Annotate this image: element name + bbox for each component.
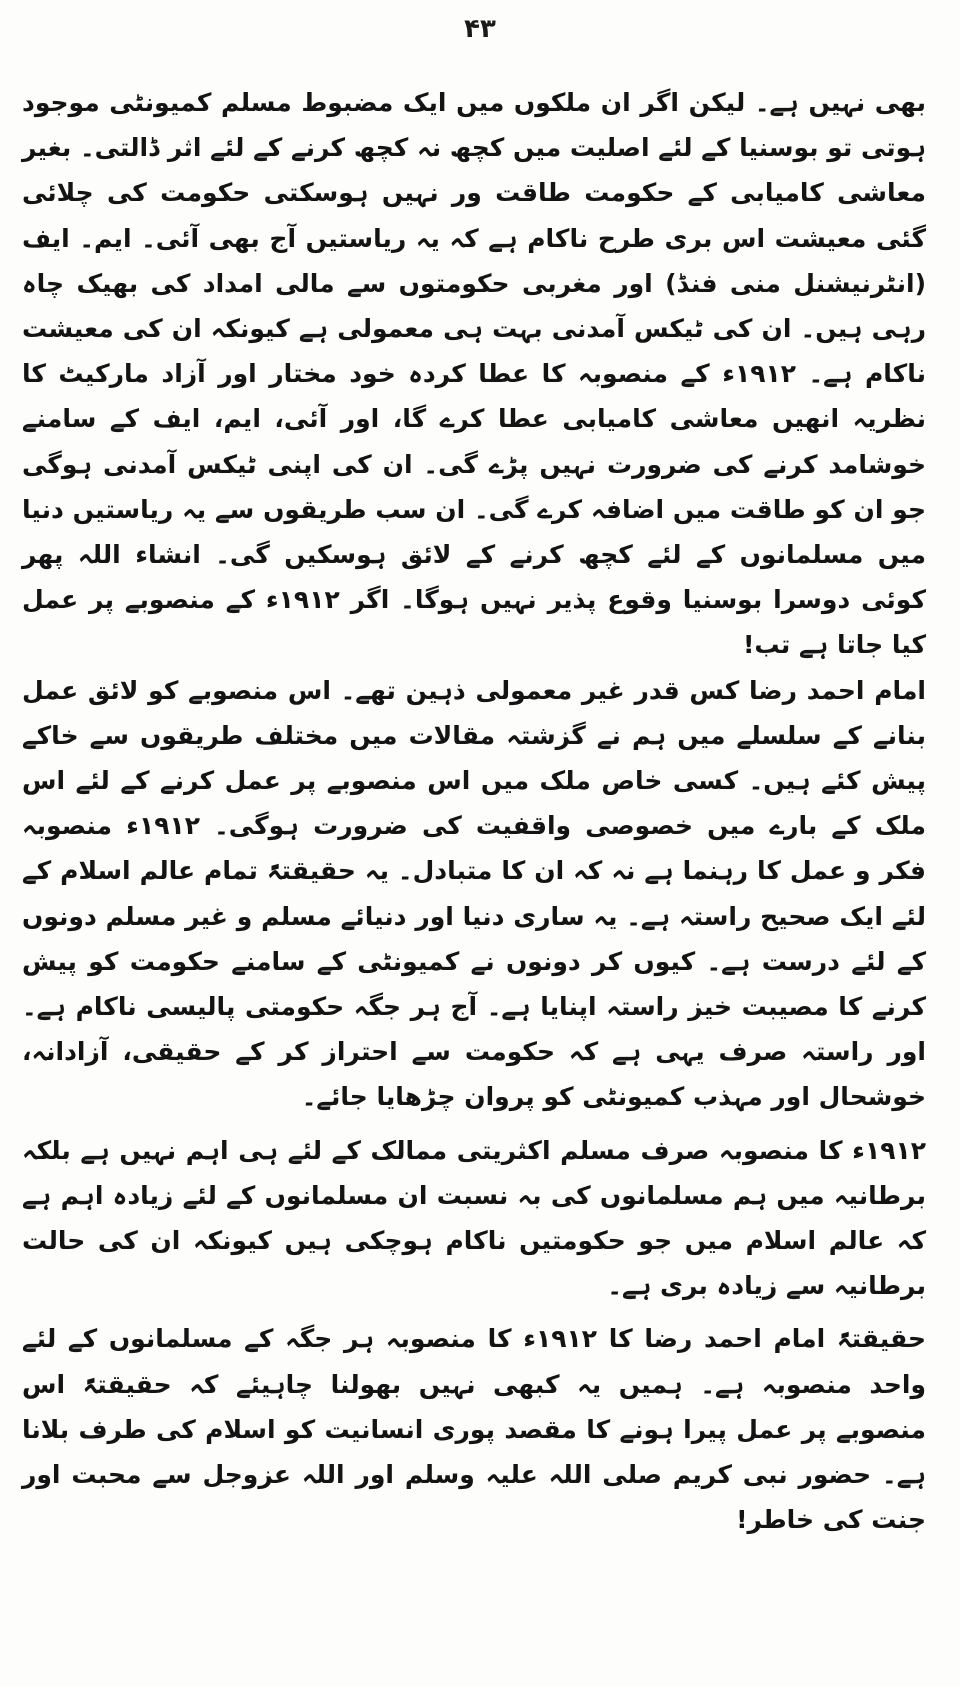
paragraph-plan-importance: ۱۹۱۲ء کا منصوبہ صرف مسلم اکثریتی ممالک کے لئے ہی اہم نہیں ہے بلکہ برطانیہ میں ہم مسلمانوں کی بہ نسبت ان مسلمانوں کے لئے زیادہ اہم ہے کہ عالم اسلام میں جو حکومتیں ناکام ہوچکی ہیں کیونکہ ان کی حالت برطانیہ سے زیادہ بری ہے۔ bbox=[22, 1135, 926, 1301]
paragraph-bosnia-economy: بھی نہیں ہے۔ لیکن اگر ان ملکوں میں ایک مضبوط مسلم کمیونٹی موجود ہوتی تو بوسنیا کے لئے اصلیت میں کچھ نہ کچھ کرنے کے لئے اثر ڈالتی۔ بغیر معاشی کامیابی کے حکومت طاقت ور نہیں ہوسکتی حکومت کی چلائی گئی معیشت اس بری طرح ناکام ہے کہ یہ ریاستیں آج بھی آئی۔ ایم۔ ایف (انٹرنیشنل منی فنڈ) اور مغربی حکومتوں سے مالی امداد کی بھیک چاہ رہی ہیں۔ ان کی ٹیکس آمدنی بہت ہی معمولی ہے کیونکہ ان کی معیشت ناکام ہے۔ ۱۹۱۲ء کے منصوبہ کا عطا کردہ خود مختار اور آزاد مارکیٹ کا نظریہ انھیں معاشی کامیابی عطا کرے گا، اور آئی، ایم، ایف کے سامنے خوشامد کرنے کی ضرورت نہیں پڑے گی۔ ان کی اپنی ٹیکس آمدنی ہوگی جو ان کو طاقت میں اضافہ کرے گی۔ ان سب طریقوں سے یہ ریاستیں دنیا میں مسلمانوں کے لئے کچھ کرنے کے لائق ہوسکیں گی۔ انشاء اللہ پھر کوئی دوسرا بوسنیا وقوع پذیر نہیں ہوگا۔ اگر ۱۹۱۲ء کے منصوبے پر عمل کیا جاتا ہے تب! bbox=[22, 88, 927, 660]
paragraph-imam-ahmad-raza-plan: امام احمد رضا کس قدر غیر معمولی ذہین تھے۔ اس منصوبے کو لائق عمل بنانے کے سلسلے میں ہم نے گزشتہ مقالات میں مختلف طریقوں سے خاکے پیش کئے ہیں۔ کسی خاص ملک میں اس منصوبے پر عمل کرنے کے لئے اس ملک کے بارے میں خصوصی واقفیت کی ضرورت ہوگی۔ ۱۹۱۲ء منصوبہ فکر و عمل کا رہنما ہے نہ کہ ان کا متبادل۔ یہ حقیقتہً تمام عالم اسلام کے لئے ایک صحیح راستہ ہے۔ یہ ساری دنیا اور دنیائے مسلم و غیر مسلم دونوں کے لئے درست ہے۔ کیوں کر دونوں نے کمیونٹی کے سامنے حکومت کو پیش کرنے کا مصیبت خیز راستہ اپنایا ہے۔ آج ہر جگہ حکومتی پالیسی ناکام ہے۔ اور راستہ صرف یہی ہے کہ حکومت سے احتراز کر کے حقیقی، آزادانہ، خوشحال اور مہذب کمیونٹی کو پروان چڑھایا جائے۔ bbox=[22, 675, 926, 1112]
paragraph-conclusion: حقیقتہً امام احمد رضا کا ۱۹۱۲ء کا منصوبہ ہر جگہ کے مسلمانوں کے لئے واحد منصوبہ ہے۔ ہمیں یہ کبھی نہیں بھولنا چاہیئے کہ حقیقتہً اس منصوبے پر عمل پیرا ہونے کا مقصد پوری انسانیت کو اسلام کی طرف بلانا ہے۔ حضور نبی کریم صلی اللہ علیہ وسلم اور اللہ عزوجل سے محبت اور جنت کی خاطر! bbox=[22, 1324, 926, 1535]
page-number: ۴۳ bbox=[464, 14, 496, 44]
article-body bbox=[22, 80, 926, 1543]
